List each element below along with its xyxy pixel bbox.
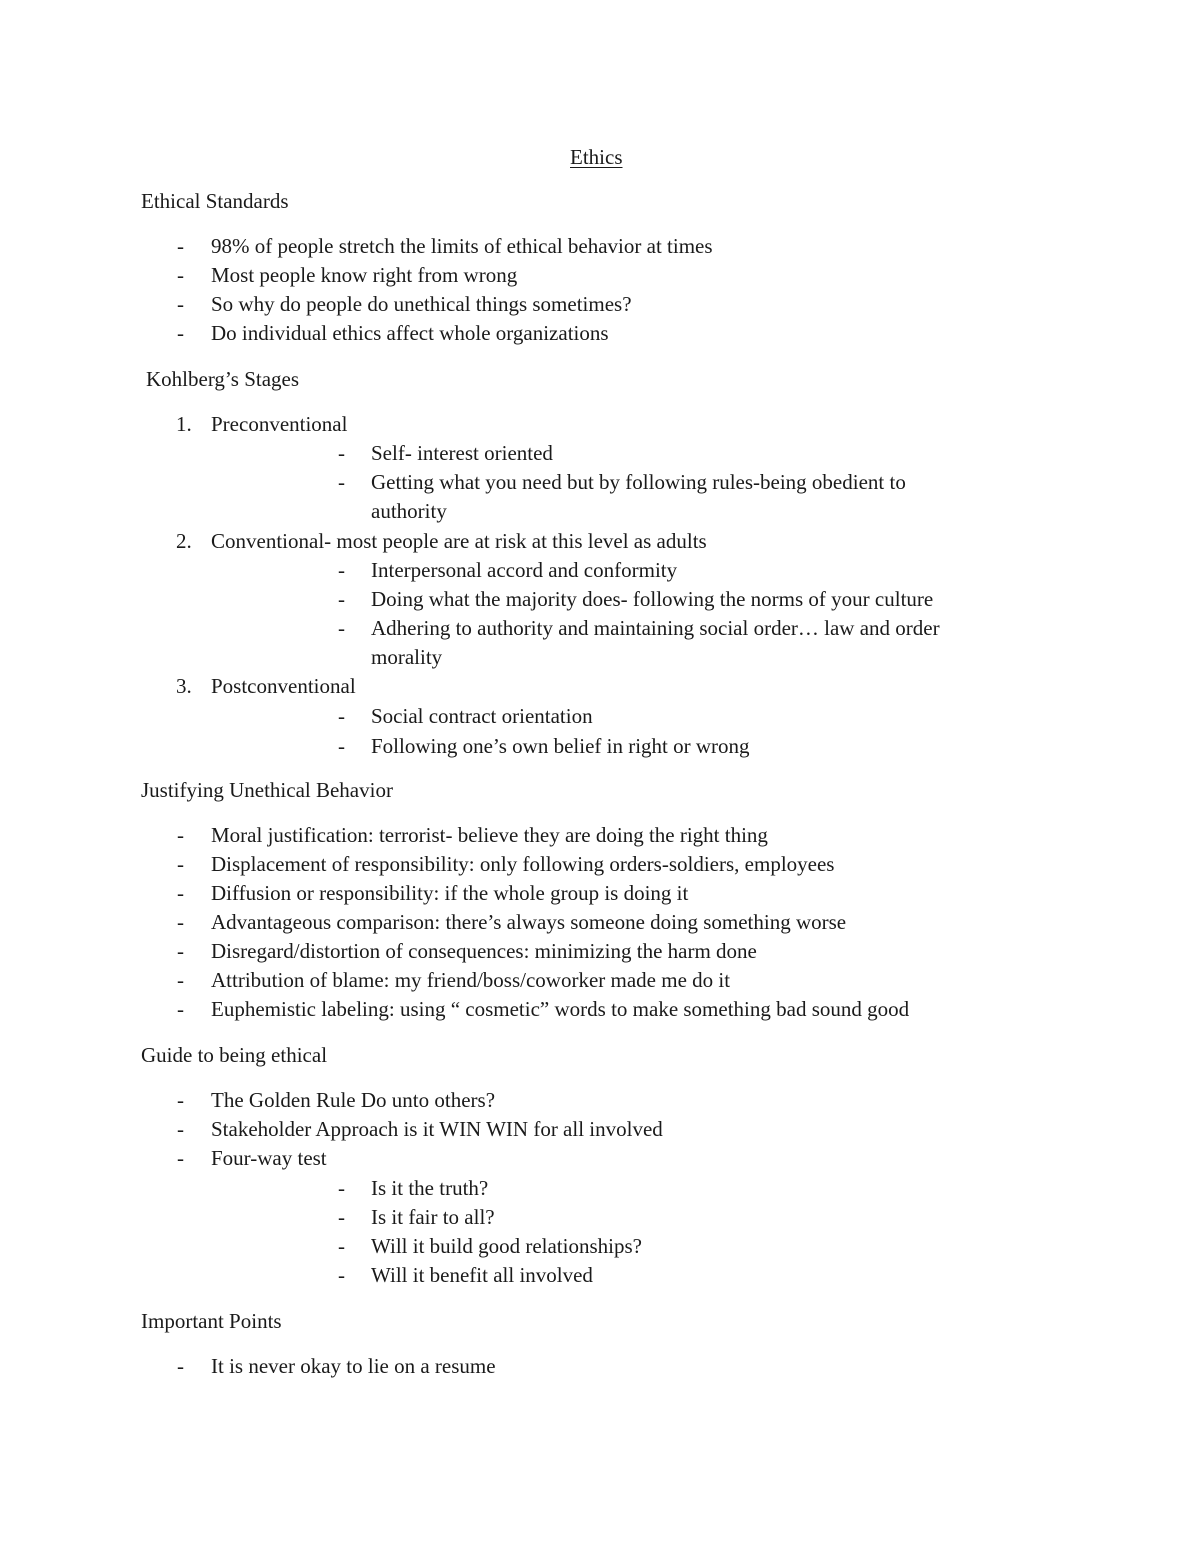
document-title: Ethics	[570, 145, 623, 169]
list-item: The Golden Rule Do unto others?	[211, 1088, 496, 1112]
bullet-dash: -	[177, 852, 184, 876]
section-heading-kohlberg: Kohlberg’s Stages	[146, 367, 300, 391]
bullet-dash: -	[338, 558, 345, 582]
stage-label: Preconventional	[211, 412, 348, 436]
list-item: So why do people do unethical things sometimes?	[211, 292, 632, 316]
stage-point-continuation: morality	[371, 645, 443, 669]
bullet-dash: -	[338, 587, 345, 611]
list-item: Moral justification: terrorist- believe they are doing the right thing	[211, 823, 768, 847]
stage-number: 3.	[176, 674, 192, 698]
stage-number: 2.	[176, 529, 192, 553]
four-way-test-item: Will it build good relationships?	[371, 1234, 642, 1258]
bullet-dash: -	[338, 1176, 345, 1200]
four-way-test-item: Will it benefit all involved	[371, 1263, 593, 1287]
stage-label: Conventional- most people are at risk at this level as adults	[211, 529, 707, 553]
list-item: It is never okay to lie on a resume	[211, 1354, 496, 1378]
bullet-dash: -	[177, 939, 184, 963]
list-item: Attribution of blame: my friend/boss/coworker made me do it	[211, 968, 731, 992]
section-heading-important: Important Points	[141, 1309, 282, 1333]
stage-point: Getting what you need but by following rules-being obedient to	[371, 470, 906, 494]
bullet-dash: -	[338, 1205, 345, 1229]
bullet-dash: -	[338, 470, 345, 494]
stage-point: Following one’s own belief in right or wrong	[371, 734, 750, 758]
bullet-dash: -	[338, 1263, 345, 1287]
bullet-dash: -	[177, 234, 184, 258]
stage-point: Adhering to authority and maintaining social order… law and order	[371, 616, 940, 640]
bullet-dash: -	[177, 263, 184, 287]
bullet-dash: -	[177, 997, 184, 1021]
list-item: Diffusion or responsibility: if the whole group is doing it	[211, 881, 689, 905]
list-item: Do individual ethics affect whole organizations	[211, 321, 609, 345]
bullet-dash: -	[177, 1088, 184, 1112]
list-item: Stakeholder Approach is it WIN WIN for all involved	[211, 1117, 663, 1141]
section-heading-guide: Guide to being ethical	[141, 1043, 328, 1067]
bullet-dash: -	[338, 441, 345, 465]
four-way-test-item: Is it fair to all?	[371, 1205, 495, 1229]
list-item: Euphemistic labeling: using “ cosmetic” words to make something bad sound good	[211, 997, 910, 1021]
stage-point-continuation: authority	[371, 499, 447, 523]
list-item: Four-way test	[211, 1146, 327, 1170]
bullet-dash: -	[338, 616, 345, 640]
bullet-dash: -	[177, 1354, 184, 1378]
bullet-dash: -	[338, 704, 345, 728]
list-item: Disregard/distortion of consequences: minimizing the harm done	[211, 939, 757, 963]
bullet-dash: -	[338, 1234, 345, 1258]
bullet-dash: -	[177, 321, 184, 345]
stage-label: Postconventional	[211, 674, 356, 698]
bullet-dash: -	[177, 1146, 184, 1170]
list-item: Advantageous comparison: there’s always someone doing something worse	[211, 910, 847, 934]
stage-point: Doing what the majority does- following the norms of your culture	[371, 587, 934, 611]
list-item: Most people know right from wrong	[211, 263, 518, 287]
section-heading-justifying: Justifying Unethical Behavior	[141, 778, 393, 802]
section-heading-ethical-standards: Ethical Standards	[141, 189, 289, 213]
bullet-dash: -	[177, 910, 184, 934]
bullet-dash: -	[177, 823, 184, 847]
stage-number: 1.	[176, 412, 192, 436]
stage-point: Interpersonal accord and conformity	[371, 558, 678, 582]
bullet-dash: -	[177, 292, 184, 316]
four-way-test-item: Is it the truth?	[371, 1176, 489, 1200]
bullet-dash: -	[177, 968, 184, 992]
stage-point: Self- interest oriented	[371, 441, 553, 465]
stage-point: Social contract orientation	[371, 704, 593, 728]
bullet-dash: -	[338, 734, 345, 758]
bullet-dash: -	[177, 881, 184, 905]
list-item: Displacement of responsibility: only following orders-soldiers, employees	[211, 852, 835, 876]
list-item: 98% of people stretch the limits of ethical behavior at times	[211, 234, 713, 258]
bullet-dash: -	[177, 1117, 184, 1141]
